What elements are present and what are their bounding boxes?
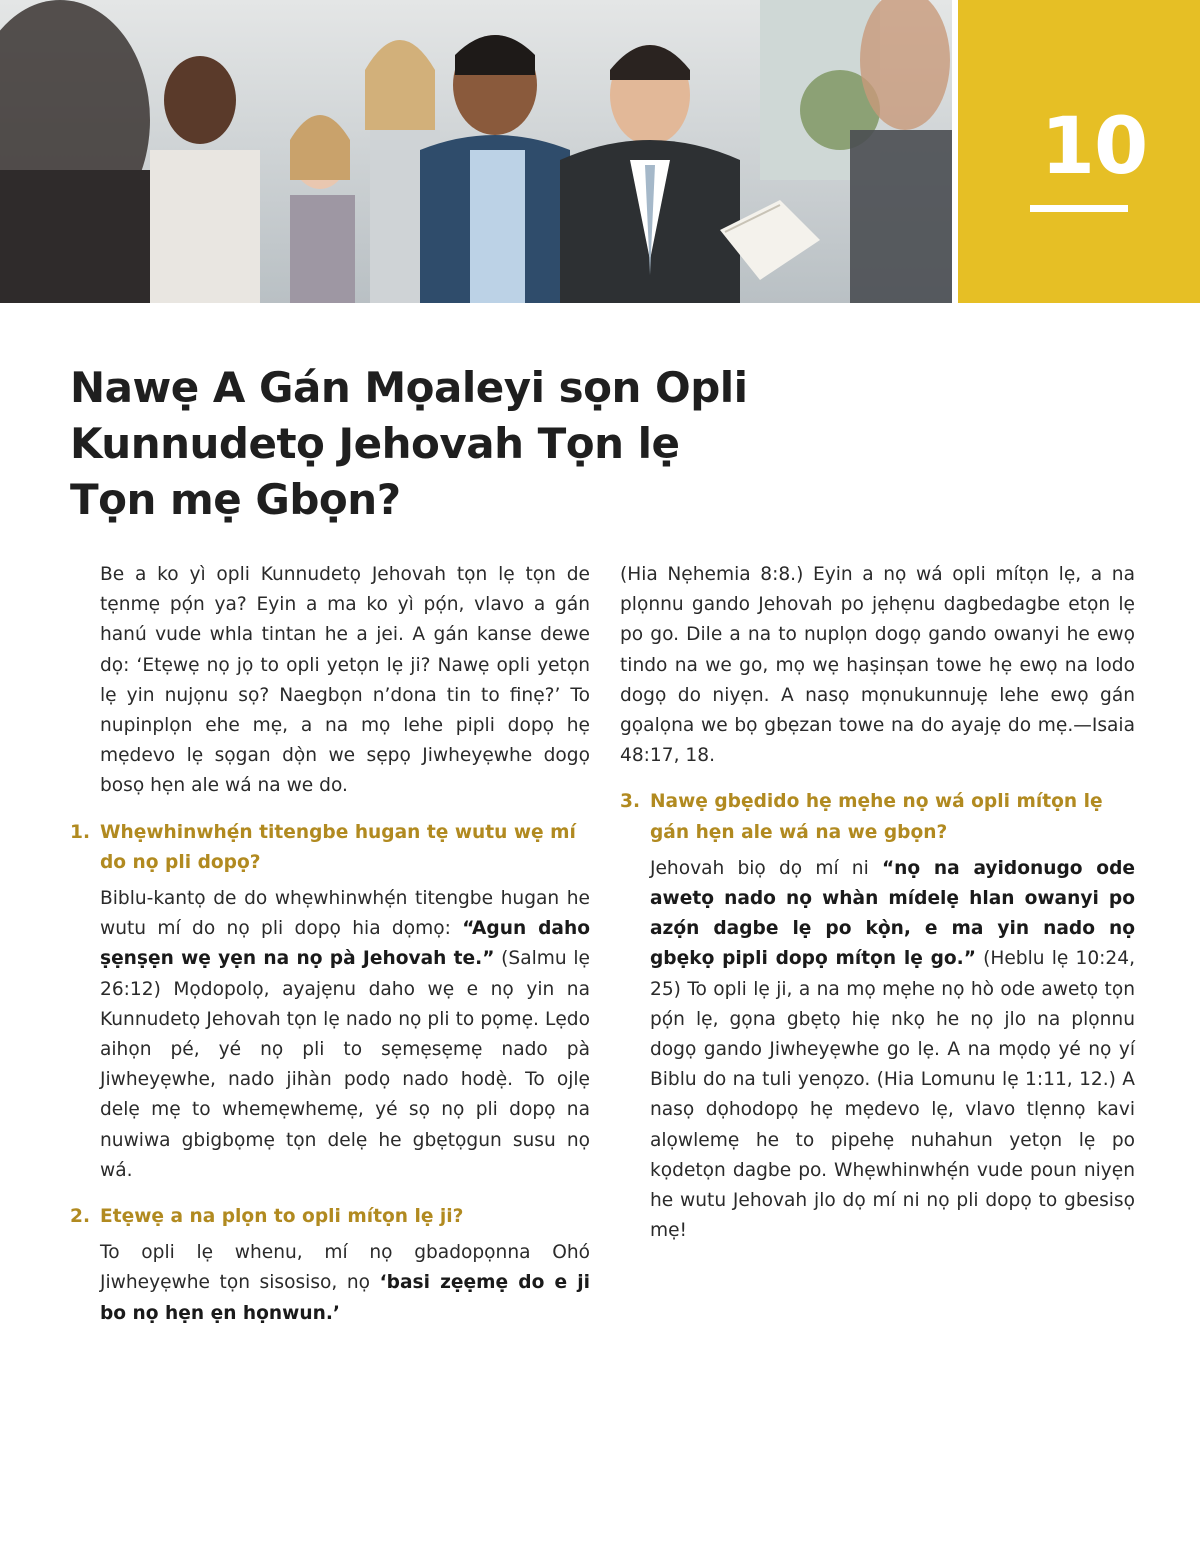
section-2-text-a: To opli lẹ whenu, mí nọ gbadopọnna Ohó Jiwheyẹwhe tọn sisosiso, nọ — [100, 1242, 590, 1294]
left-column — [70, 560, 590, 1329]
section-1-question — [70, 818, 590, 878]
chapter-badge — [958, 0, 1200, 303]
section-2-question-text: Etẹwẹ a na plọn to opli mítọn lẹ ji? — [100, 1206, 464, 1228]
right-column — [620, 560, 1135, 1246]
section-2-number: 2. — [70, 1206, 91, 1228]
section-3-question-text: Nawẹ gbẹdido hẹ mẹhe nọ wá opli mítọn lẹ gán hẹn ale wá na we gbọn? — [650, 791, 1103, 843]
section-3-question — [620, 787, 1135, 847]
section-3-paragraph — [620, 854, 1135, 1247]
lesson-title — [70, 360, 870, 528]
title-line-1: Nawẹ A Gán Mọaleyi sọn Opli — [70, 363, 748, 412]
chapter-number: 10 — [1040, 102, 1148, 192]
section-1-text-b: (Salmu lẹ 26:12) Mọdopolọ, ayajẹnu daho wẹ e nọ yin na Kunnudetọ Jehovah tọn lẹ nado nọ pli to pọmẹ. Lẹdo aihọn pé, yé nọ pli to sẹmẹsẹmẹ nado pà Jiwheyẹwhe, nado jihàn podọ nado hodẹ̀. To ojlẹ delẹ mẹ to whemẹwhemẹ, yé sọ nọ pli dopọ na nuwiwa gbigbọmẹ tọn delẹ he gbẹtọgun susu nọ wá. — [100, 948, 590, 1181]
title-line-3: Tọn mẹ Gbọn? — [70, 475, 401, 524]
section-1-paragraph — [70, 884, 590, 1186]
intro-paragraph: Be a ko yì opli Kunnudetọ Jehovah tọn lẹ tọn de tẹnmẹ pọ́n ya? Eyin a ma ko yì pọ́n, vlavo a gán hanú vude whla tintan he a jei. A gán kanse dewe dọ: ‘Etẹwẹ nọ jọ to opli yetọn lẹ ji? Nawẹ opli yetọn lẹ yin nujọnu sọ? Naegbọn n’dona tin to finẹ?’ To nupinplọn ehe mẹ, a na mọ lehe pipli dopọ hẹ mẹdevo lẹ sọgan dọ̀n we sẹpọ Jiwheyẹwhe dogọ bosọ hẹn ale wá na we do. — [100, 564, 590, 797]
title-line-2: Kunnudetọ Jehovah Tọn lẹ — [70, 419, 680, 468]
section-1-quote: “Agun daho ṣẹnṣẹn wẹ yẹn na nọ pà Jehovah te.” — [100, 918, 590, 970]
section-1-number: 1. — [70, 821, 91, 843]
section-3-quote: “nọ na ayidonugo ode awetọ nado nọ whàn mídelẹ hlan owanyi po azọ́n dagbe lẹ po kọ̀n, e ma yin nado nọ gbẹkọ pipli dopọ mítọn lẹ go.” — [650, 857, 1135, 970]
header-photo — [0, 0, 952, 303]
section-3-text-a: Jehovah biọ dọ mí ni — [650, 857, 882, 879]
section-1-question-text: Whẹwhinwhẹ́n titengbe hugan tẹ wutu wẹ mí do nọ pli dopọ? — [100, 821, 576, 873]
section-3-number: 3. — [620, 791, 641, 813]
section-2-paragraph — [70, 1238, 590, 1329]
section-2-paragraph-continued: (Hia Nẹhemia 8:8.) Eyin a nọ wá opli mítọn lẹ, a na plọnnu gando Jehovah po jẹhẹnu dagbedagbe etọn lẹ po go. Dile a na to nuplọn dogọ gando owanyi he ewọ tindo na we go, mọ wẹ haṣinṣan towe hẹ ewọ na lodo dogọ do niyẹn. A nasọ mọnukunnujẹ lehe ewọ gán gọalọna we bọ gbẹzan towe na do ayajẹ do mẹ.—Isaia 48:17, 18. — [620, 564, 1135, 767]
section-3-text-b: (Heblu lẹ 10:24, 25) To opli lẹ ji, a na mọ mẹhe nọ hò ode awetọ tọn pọ́n lẹ, gọna gbẹtọ hiẹ nkọ he nọ jlo na plọnnu dogọ gando Jiwheyẹwhe go lẹ. A na mọdọ yé nọ yí Biblu do na tuli yenọzo. (Hia Lomunu lẹ 1:11, 12.) A nasọ dọhodopọ hẹ mẹdevo lẹ, vlavo tlẹnnọ kavi alọwlemẹ he to pipehẹ nuhahun yetọn lẹ po kọdetọn dagbe po. Whẹwhinwhẹ́n vude poun niyẹn he wutu Jehovah jlo dọ mí ni nọ pli dopọ to gbesisọ mẹ! — [650, 948, 1135, 1242]
meeting-photo-illustration — [0, 0, 952, 303]
section-2-question — [70, 1202, 590, 1232]
chapter-underline — [1030, 205, 1128, 212]
section-2-quote: ‘basi zẹẹmẹ do e ji bo nọ hẹn ẹn họnwun.’ — [100, 1272, 590, 1324]
section-1-text-a: Biblu-kantọ de do whẹwhinwhẹ́n titengbe hugan he wutu mí do nọ pli dopọ hia dọmọ: — [100, 888, 590, 940]
